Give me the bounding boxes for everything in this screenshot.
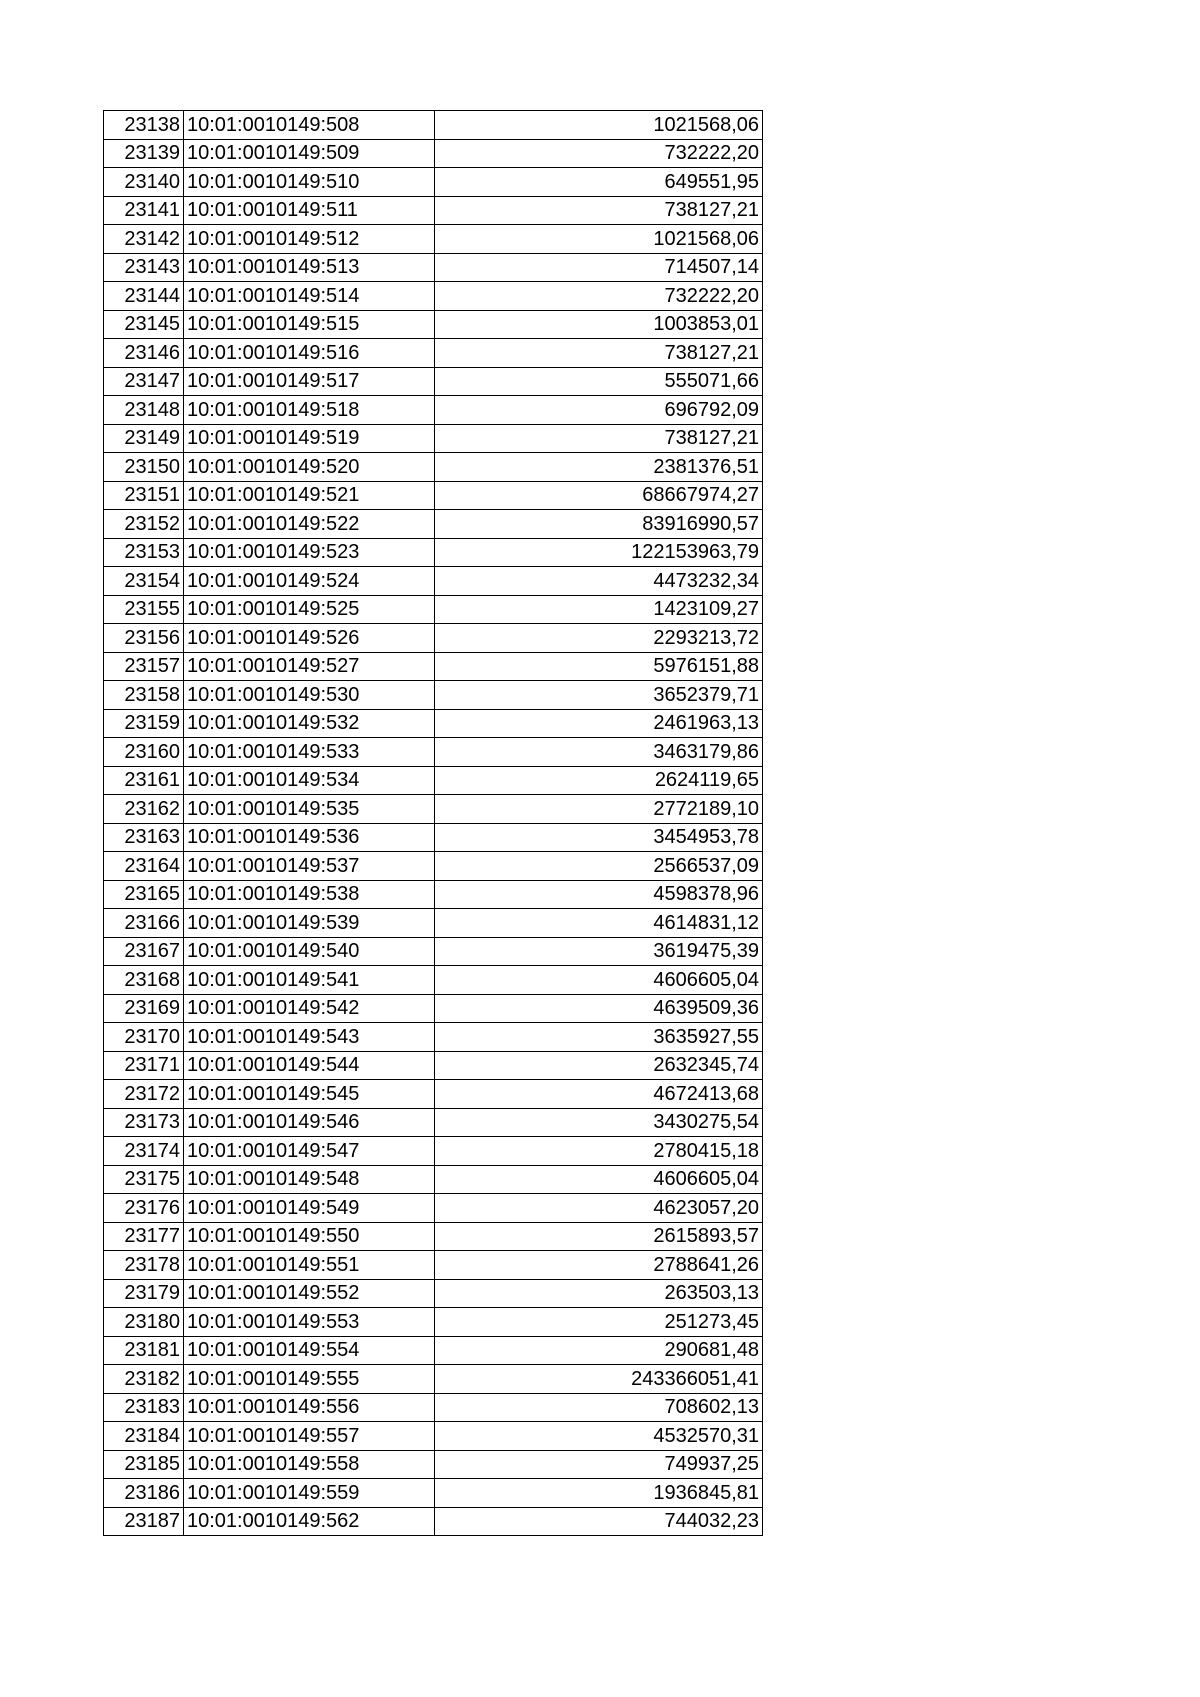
value-cell: 4672413,68 [435, 1080, 763, 1109]
value-cell: 649551,95 [435, 168, 763, 197]
row-number-cell: 23173 [104, 1108, 184, 1137]
table-row [104, 225, 763, 254]
value-cell: 738127,21 [435, 339, 763, 368]
value-cell: 749937,25 [435, 1450, 763, 1479]
cadastral-number-cell: 10:01:0010149:562 [184, 1507, 435, 1536]
value-cell: 2461963,13 [435, 709, 763, 738]
row-number-cell: 23144 [104, 282, 184, 311]
cadastral-number-cell: 10:01:0010149:510 [184, 168, 435, 197]
row-number-cell: 23184 [104, 1422, 184, 1451]
table-row [104, 424, 763, 453]
row-number-cell: 23154 [104, 567, 184, 596]
table-row [104, 966, 763, 995]
value-cell: 2632345,74 [435, 1051, 763, 1080]
value-cell: 5976151,88 [435, 652, 763, 681]
table-row [104, 310, 763, 339]
table-row [104, 738, 763, 767]
cadastral-number-cell: 10:01:0010149:526 [184, 624, 435, 653]
table-row [104, 909, 763, 938]
cadastral-number-cell: 10:01:0010149:515 [184, 310, 435, 339]
table-row [104, 880, 763, 909]
value-cell: 732222,20 [435, 282, 763, 311]
row-number-cell: 23155 [104, 595, 184, 624]
row-number-cell: 23164 [104, 852, 184, 881]
row-number-cell: 23156 [104, 624, 184, 653]
cadastral-number-cell: 10:01:0010149:545 [184, 1080, 435, 1109]
row-number-cell: 23159 [104, 709, 184, 738]
value-cell: 2772189,10 [435, 795, 763, 824]
value-cell: 4598378,96 [435, 880, 763, 909]
cadastral-number-cell: 10:01:0010149:546 [184, 1108, 435, 1137]
cadastral-number-cell: 10:01:0010149:511 [184, 196, 435, 225]
row-number-cell: 23177 [104, 1222, 184, 1251]
table-row [104, 481, 763, 510]
row-number-cell: 23165 [104, 880, 184, 909]
value-cell: 4614831,12 [435, 909, 763, 938]
value-cell: 2293213,72 [435, 624, 763, 653]
value-cell: 251273,45 [435, 1308, 763, 1337]
row-number-cell: 23160 [104, 738, 184, 767]
cadastral-number-cell: 10:01:0010149:544 [184, 1051, 435, 1080]
value-cell: 4623057,20 [435, 1194, 763, 1223]
cadastral-number-cell: 10:01:0010149:548 [184, 1165, 435, 1194]
table-row [104, 1194, 763, 1223]
value-cell: 3463179,86 [435, 738, 763, 767]
cadastral-number-cell: 10:01:0010149:517 [184, 367, 435, 396]
table-row [104, 1279, 763, 1308]
row-number-cell: 23152 [104, 510, 184, 539]
cadastral-number-cell: 10:01:0010149:530 [184, 681, 435, 710]
row-number-cell: 23182 [104, 1365, 184, 1394]
value-cell: 4532570,31 [435, 1422, 763, 1451]
table-row [104, 1479, 763, 1508]
cadastral-number-cell: 10:01:0010149:522 [184, 510, 435, 539]
table-row [104, 510, 763, 539]
value-cell: 4606605,04 [435, 966, 763, 995]
table-row [104, 1393, 763, 1422]
cadastral-number-cell: 10:01:0010149:523 [184, 538, 435, 567]
row-number-cell: 23175 [104, 1165, 184, 1194]
value-cell: 2381376,51 [435, 453, 763, 482]
table-body [104, 111, 763, 1536]
row-number-cell: 23178 [104, 1251, 184, 1280]
table-row [104, 139, 763, 168]
value-cell: 4606605,04 [435, 1165, 763, 1194]
table-row [104, 196, 763, 225]
cadastral-number-cell: 10:01:0010149:554 [184, 1336, 435, 1365]
value-cell: 1021568,06 [435, 225, 763, 254]
value-cell: 732222,20 [435, 139, 763, 168]
cadastral-number-cell: 10:01:0010149:536 [184, 823, 435, 852]
table-row [104, 1308, 763, 1337]
row-number-cell: 23181 [104, 1336, 184, 1365]
cadastral-number-cell: 10:01:0010149:549 [184, 1194, 435, 1223]
value-cell: 714507,14 [435, 253, 763, 282]
cadastral-number-cell: 10:01:0010149:556 [184, 1393, 435, 1422]
table-row [104, 1251, 763, 1280]
value-cell: 83916990,57 [435, 510, 763, 539]
cadastral-number-cell: 10:01:0010149:508 [184, 111, 435, 140]
table-row [104, 1023, 763, 1052]
cadastral-number-cell: 10:01:0010149:532 [184, 709, 435, 738]
table-row [104, 367, 763, 396]
value-cell: 68667974,27 [435, 481, 763, 510]
row-number-cell: 23150 [104, 453, 184, 482]
value-cell: 3454953,78 [435, 823, 763, 852]
cadastral-number-cell: 10:01:0010149:509 [184, 139, 435, 168]
table-row [104, 1422, 763, 1451]
cadastral-number-cell: 10:01:0010149:534 [184, 766, 435, 795]
row-number-cell: 23169 [104, 994, 184, 1023]
cadastral-number-cell: 10:01:0010149:513 [184, 253, 435, 282]
value-cell: 744032,23 [435, 1507, 763, 1536]
cadastral-number-cell: 10:01:0010149:539 [184, 909, 435, 938]
value-cell: 1003853,01 [435, 310, 763, 339]
value-cell: 738127,21 [435, 424, 763, 453]
row-number-cell: 23176 [104, 1194, 184, 1223]
row-number-cell: 23141 [104, 196, 184, 225]
value-cell: 263503,13 [435, 1279, 763, 1308]
row-number-cell: 23153 [104, 538, 184, 567]
value-cell: 1936845,81 [435, 1479, 763, 1508]
table-row [104, 1051, 763, 1080]
cadastral-number-cell: 10:01:0010149:520 [184, 453, 435, 482]
row-number-cell: 23161 [104, 766, 184, 795]
cadastral-number-cell: 10:01:0010149:527 [184, 652, 435, 681]
cadastral-number-cell: 10:01:0010149:537 [184, 852, 435, 881]
table-row [104, 168, 763, 197]
value-cell: 696792,09 [435, 396, 763, 425]
table-row [104, 1108, 763, 1137]
value-cell: 708602,13 [435, 1393, 763, 1422]
cadastral-number-cell: 10:01:0010149:555 [184, 1365, 435, 1394]
table-row [104, 1165, 763, 1194]
row-number-cell: 23183 [104, 1393, 184, 1422]
data-table [103, 110, 763, 1536]
row-number-cell: 23163 [104, 823, 184, 852]
cadastral-number-cell: 10:01:0010149:552 [184, 1279, 435, 1308]
cadastral-number-cell: 10:01:0010149:521 [184, 481, 435, 510]
row-number-cell: 23186 [104, 1479, 184, 1508]
cadastral-number-cell: 10:01:0010149:543 [184, 1023, 435, 1052]
value-cell: 2624119,65 [435, 766, 763, 795]
table-row [104, 652, 763, 681]
table-row [104, 624, 763, 653]
cadastral-number-cell: 10:01:0010149:541 [184, 966, 435, 995]
cadastral-number-cell: 10:01:0010149:518 [184, 396, 435, 425]
row-number-cell: 23185 [104, 1450, 184, 1479]
row-number-cell: 23166 [104, 909, 184, 938]
row-number-cell: 23174 [104, 1137, 184, 1166]
row-number-cell: 23142 [104, 225, 184, 254]
row-number-cell: 23167 [104, 937, 184, 966]
row-number-cell: 23138 [104, 111, 184, 140]
cadastral-number-cell: 10:01:0010149:524 [184, 567, 435, 596]
table-row [104, 766, 763, 795]
row-number-cell: 23139 [104, 139, 184, 168]
cadastral-number-cell: 10:01:0010149:553 [184, 1308, 435, 1337]
table-row [104, 823, 763, 852]
cadastral-number-cell: 10:01:0010149:540 [184, 937, 435, 966]
cadastral-number-cell: 10:01:0010149:514 [184, 282, 435, 311]
row-number-cell: 23180 [104, 1308, 184, 1337]
row-number-cell: 23148 [104, 396, 184, 425]
row-number-cell: 23179 [104, 1279, 184, 1308]
row-number-cell: 23170 [104, 1023, 184, 1052]
table-row [104, 339, 763, 368]
row-number-cell: 23158 [104, 681, 184, 710]
row-number-cell: 23157 [104, 652, 184, 681]
value-cell: 3430275,54 [435, 1108, 763, 1137]
table-row [104, 1080, 763, 1109]
table-row [104, 453, 763, 482]
row-number-cell: 23149 [104, 424, 184, 453]
table-row [104, 709, 763, 738]
row-number-cell: 23147 [104, 367, 184, 396]
cadastral-number-cell: 10:01:0010149:519 [184, 424, 435, 453]
value-cell: 3652379,71 [435, 681, 763, 710]
cadastral-number-cell: 10:01:0010149:551 [184, 1251, 435, 1280]
cadastral-number-cell: 10:01:0010149:547 [184, 1137, 435, 1166]
value-cell: 290681,48 [435, 1336, 763, 1365]
value-cell: 2615893,57 [435, 1222, 763, 1251]
value-cell: 1423109,27 [435, 595, 763, 624]
cadastral-number-cell: 10:01:0010149:559 [184, 1479, 435, 1508]
table-row [104, 1365, 763, 1394]
value-cell: 122153963,79 [435, 538, 763, 567]
table-row [104, 538, 763, 567]
table-row [104, 111, 763, 140]
cadastral-number-cell: 10:01:0010149:550 [184, 1222, 435, 1251]
cadastral-number-cell: 10:01:0010149:525 [184, 595, 435, 624]
value-cell: 738127,21 [435, 196, 763, 225]
cadastral-number-cell: 10:01:0010149:512 [184, 225, 435, 254]
value-cell: 555071,66 [435, 367, 763, 396]
table-row [104, 1507, 763, 1536]
row-number-cell: 23146 [104, 339, 184, 368]
value-cell: 3619475,39 [435, 937, 763, 966]
row-number-cell: 23151 [104, 481, 184, 510]
table-row [104, 681, 763, 710]
table-row [104, 1137, 763, 1166]
row-number-cell: 23145 [104, 310, 184, 339]
value-cell: 2788641,26 [435, 1251, 763, 1280]
table-row [104, 396, 763, 425]
table-row [104, 253, 763, 282]
row-number-cell: 23187 [104, 1507, 184, 1536]
value-cell: 4639509,36 [435, 994, 763, 1023]
table-row [104, 567, 763, 596]
cadastral-number-cell: 10:01:0010149:557 [184, 1422, 435, 1451]
row-number-cell: 23140 [104, 168, 184, 197]
table-row [104, 1450, 763, 1479]
row-number-cell: 23162 [104, 795, 184, 824]
table-row [104, 1336, 763, 1365]
table-row [104, 937, 763, 966]
value-cell: 2780415,18 [435, 1137, 763, 1166]
row-number-cell: 23171 [104, 1051, 184, 1080]
value-cell: 1021568,06 [435, 111, 763, 140]
row-number-cell: 23172 [104, 1080, 184, 1109]
table-row [104, 595, 763, 624]
value-cell: 243366051,41 [435, 1365, 763, 1394]
row-number-cell: 23168 [104, 966, 184, 995]
row-number-cell: 23143 [104, 253, 184, 282]
value-cell: 4473232,34 [435, 567, 763, 596]
table-row [104, 282, 763, 311]
table-row [104, 852, 763, 881]
cadastral-number-cell: 10:01:0010149:558 [184, 1450, 435, 1479]
cadastral-number-cell: 10:01:0010149:516 [184, 339, 435, 368]
cadastral-number-cell: 10:01:0010149:533 [184, 738, 435, 767]
table-row [104, 1222, 763, 1251]
table-row [104, 795, 763, 824]
cadastral-number-cell: 10:01:0010149:535 [184, 795, 435, 824]
value-cell: 3635927,55 [435, 1023, 763, 1052]
cadastral-number-cell: 10:01:0010149:542 [184, 994, 435, 1023]
value-cell: 2566537,09 [435, 852, 763, 881]
cadastral-number-cell: 10:01:0010149:538 [184, 880, 435, 909]
table-row [104, 994, 763, 1023]
